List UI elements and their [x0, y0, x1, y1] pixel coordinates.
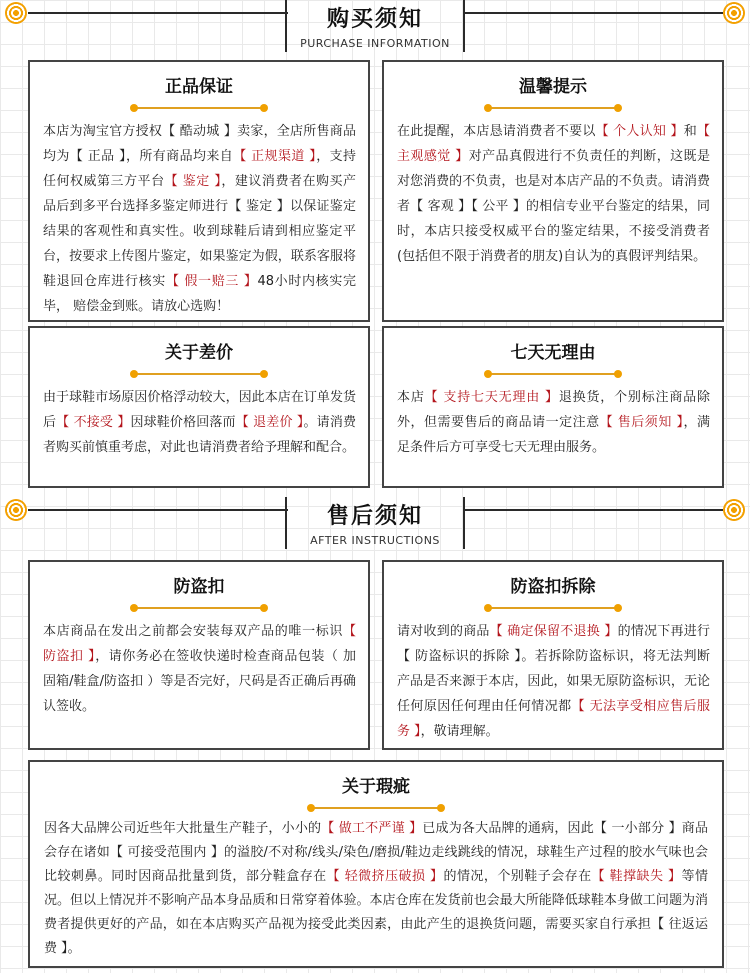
title-divider — [488, 607, 618, 609]
body-text: 已成为各大品牌的通病，因此【 一小部分 】商品会存在诸如【 可接受范围内 】的溢胶/不对称/线头/染色/磨损/鞋边走线跳线的情况，球鞋生产过程的胶水气味也会比较刺鼻。同时因商品批量到货，部分鞋盒存在 — [44, 821, 708, 884]
defects-card — [28, 760, 724, 968]
highlight-text: 【 鞋撑缺失 】 — [591, 869, 682, 884]
purchase-title: 购买须知 — [326, 7, 423, 32]
genuine-card-title: 正品保证 — [165, 77, 233, 97]
body-text: 本店为淘宝官方授权【 酷动城 】卖家，全店所售商品均为【 正品 】，所有商品均来自 — [43, 124, 356, 164]
title-divider — [311, 807, 441, 809]
seven-days-card — [382, 326, 724, 488]
genuine-card-body — [30, 109, 368, 319]
target-circle-icon — [5, 499, 27, 521]
body-text: 等情况。但以上情况并不影响产品本身品质和日常穿着体验。本店仓库在发货前也会最大所能降低球鞋本身做工问题为消费者提供更好的产品，如在本店购买产品视为接受此类因素，由此产生的退换货问题，需要买家自行承担【 往返运费 】。 — [44, 869, 708, 956]
genuine-card — [28, 60, 370, 322]
title-divider — [488, 373, 618, 375]
highlight-text: 【 售后须知 】 — [599, 415, 684, 430]
body-text: ，请你务必在签收快递时检查商品包装（ 加固箱/鞋盒/防盗扣 ）等是否完好，尺码是否正确后再确认签收。 — [43, 649, 356, 714]
body-text: 退换货，个别标注商品除外，但需要售后的商品请一定注意 — [397, 390, 710, 430]
body-text: 请对收到的商品 — [397, 624, 490, 639]
anti-theft-remove-card — [382, 560, 724, 750]
highlight-text: 【 主观感觉 】 — [397, 124, 710, 164]
highlight-text: 【 假一赔三 】 — [165, 274, 258, 289]
price-card-title: 关于差价 — [165, 343, 233, 363]
reminder-card — [382, 60, 724, 322]
target-circle-icon — [723, 499, 745, 521]
anti-theft-card — [28, 560, 370, 750]
highlight-text: 【 正规渠道 】 — [233, 149, 317, 164]
body-text: ，支持任何权威第三方平台 — [43, 149, 356, 189]
reminder-card-title: 温馨提示 — [519, 77, 587, 97]
anti-theft-card-title: 防盗扣 — [173, 577, 225, 597]
body-text: 因各大品牌公司近些年大批量生产鞋子，小小的 — [44, 821, 322, 836]
seven-days-card-body — [384, 375, 722, 460]
purchase-title-box — [285, 0, 465, 52]
title-divider — [134, 373, 264, 375]
body-text: 48小时内核实完毕， 赔偿金到账。请放心选购！ — [43, 274, 356, 314]
body-text: 因球鞋价格回落而 — [130, 415, 236, 430]
highlight-text: 【 个人认知 】 — [595, 124, 684, 139]
body-text: ，敬请理解。 — [420, 724, 499, 739]
highlight-text: 【 无法享受相应售后服务 】 — [397, 699, 710, 739]
after-section-header — [0, 497, 750, 555]
purchase-subtitle: PURCHASE INFORMATION — [300, 37, 450, 50]
body-text: 和 — [683, 124, 697, 139]
highlight-text: 【 轻微挤压破损 】 — [326, 869, 444, 884]
body-text: 由于球鞋市场原因价格浮动较大，因此本店在订单发货后 — [43, 390, 356, 430]
highlight-text: 【 做工不严谨 】 — [321, 821, 423, 836]
target-circle-icon — [723, 2, 745, 24]
highlight-text: 【 支持七天无理由 】 — [424, 390, 559, 405]
highlight-text: 【 确定保留不退换 】 — [489, 624, 618, 639]
purchase-section-header — [0, 0, 750, 58]
anti-theft-card-body — [30, 609, 368, 719]
body-text: 本店商品在发出之前都会安装每双产品的唯一标识 — [43, 624, 343, 639]
highlight-text: 【 不接受 】 — [56, 415, 131, 430]
after-title: 售后须知 — [326, 504, 423, 529]
target-circle-icon — [5, 2, 27, 24]
highlight-text: 【 鉴定 】 — [164, 174, 222, 189]
price-card — [28, 326, 370, 488]
body-text: ，满足条件后方可享受七天无理由服务。 — [397, 415, 710, 455]
defects-card-body — [30, 809, 722, 961]
highlight-text: 【 退差价 】 — [235, 415, 304, 430]
price-card-body — [30, 375, 368, 460]
title-divider — [488, 107, 618, 109]
defects-card-title: 关于瑕疵 — [342, 777, 410, 797]
highlight-text: 【 防盗扣 】 — [43, 624, 356, 664]
title-divider — [134, 107, 264, 109]
body-text: ，建议消费者在购买产品后到多平台选择多鉴定师进行【 鉴定 】以保证鉴定结果的客观性和真实性。收到球鞋后请到相应鉴定平台，按要求上传图片鉴定，如果鉴定为假，联系客服将鞋退回仓库进行核实 — [43, 174, 356, 289]
body-text: 对产品真假进行不负责任的判断，这既是对您消费的不负责，也是对本店产品的不负责。请消费者【 客观 】【 公平 】的相信专业平台鉴定的结果，同时，本店只接受权威平台的鉴定结果，不接受消费者(包括但不限于消费者的朋友)自认为的真假评判结果。 — [397, 149, 710, 264]
seven-days-card-title: 七天无理由 — [510, 343, 596, 363]
body-text: 在此提醒，本店恳请消费者不要以 — [397, 124, 596, 139]
title-divider — [134, 607, 264, 609]
body-text: 。请消费者购买前慎重考虑，对此也请消费者给予理解和配合。 — [43, 415, 356, 455]
anti-theft-remove-card-body — [384, 609, 722, 744]
body-text: 本店 — [397, 390, 425, 405]
after-subtitle: AFTER INSTRUCTIONS — [310, 534, 440, 547]
anti-theft-remove-card-title: 防盗扣拆除 — [510, 577, 596, 597]
reminder-card-body — [384, 109, 722, 269]
body-text: 的情况下再进行【 防盗标识的拆除 】。若拆除防盗标识，将无法判断产品是否来源于本店，因此，如果无原防盗标识，无论任何原因任何理由任何情况都 — [397, 624, 710, 714]
after-title-box — [285, 497, 465, 549]
body-text: 的情况，个别鞋子会存在 — [443, 869, 592, 884]
